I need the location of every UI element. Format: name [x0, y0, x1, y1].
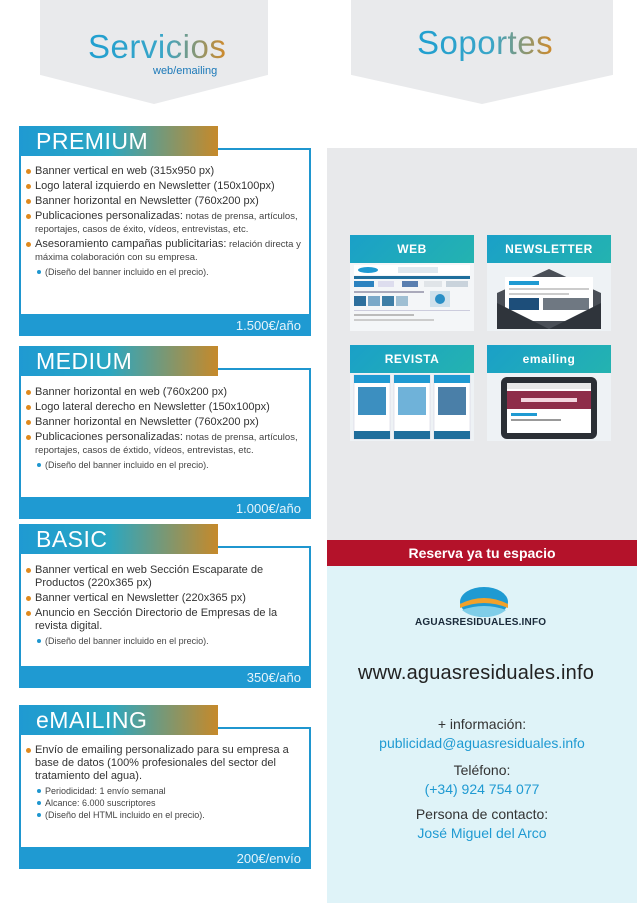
item-text: Logo lateral izquierdo en Newsletter (150x100px)	[35, 180, 275, 192]
package-name: eMAILING	[36, 707, 148, 733]
tablet-emailing-image	[487, 373, 611, 441]
servicios-subtitle: web/emailing	[153, 65, 218, 77]
reserve-banner[interactable]: Reserva ya tu espacio	[327, 540, 637, 566]
newsletter-envelope-image	[487, 263, 611, 331]
phone-label: Teléfono:	[453, 762, 511, 778]
item-text: Banner vertical en web (315x950 px)	[35, 165, 215, 177]
list-item	[25, 401, 305, 414]
item-text: Envío de emailing personalizado para su empresa a base de datos (100% profesionales del sector del tratamiento del agua).	[35, 744, 289, 782]
package-emailing	[19, 705, 311, 870]
servicios-title: Servicios	[88, 28, 227, 65]
contact-person-name: José Miguel del Arco	[417, 825, 547, 841]
tile-label: WEB	[350, 235, 474, 263]
bullet-icon	[26, 420, 31, 425]
website-link[interactable]: www.aguasresiduales.info	[358, 662, 595, 684]
package-name: MEDIUM	[36, 348, 133, 374]
support-tile-newsletter	[487, 235, 611, 331]
list-item	[25, 416, 305, 429]
note-item	[25, 797, 305, 809]
note-item	[25, 635, 305, 647]
item-text: Asesoramiento campañas publicitarias:	[35, 238, 227, 250]
bullet-icon	[26, 748, 31, 753]
support-tile-revista	[350, 345, 474, 441]
package-premium	[19, 126, 311, 336]
item-text: Publicaciones personalizadas:	[35, 210, 183, 222]
note-text: (Diseño del banner incluido en el precio).	[45, 267, 209, 277]
note-text: (Diseño del HTML incluido en el precio).	[45, 810, 205, 820]
item-text: Anuncio en Sección Directorio de Empresas de la revista digital.	[35, 607, 278, 632]
website-screenshot-image	[350, 263, 474, 331]
info-label: + información:	[437, 716, 527, 732]
note-item	[25, 459, 305, 471]
package-body	[25, 744, 305, 821]
note-text: (Diseño del banner incluido en el precio).	[45, 460, 209, 470]
package-price: 1.000€/año	[19, 497, 311, 519]
support-tile-emailing	[487, 345, 611, 441]
package-body	[25, 386, 305, 471]
item-text: Publicaciones personalizadas:	[35, 431, 183, 443]
package-medium	[19, 346, 311, 518]
bullet-icon	[26, 568, 31, 573]
note-text: Periodicidad: 1 envío semanal	[45, 786, 166, 796]
package-price: 200€/envío	[19, 847, 311, 869]
list-item	[25, 386, 305, 399]
item-text: Banner vertical en web Sección Escaparate de Productos (220x365 px)	[35, 564, 264, 589]
support-tile-web	[350, 235, 474, 331]
package-name: PREMIUM	[36, 128, 149, 154]
bullet-icon	[37, 801, 41, 805]
list-item	[25, 744, 305, 783]
list-item	[25, 564, 305, 590]
bullet-icon	[37, 639, 41, 643]
phone-value[interactable]: (+34) 924 754 077	[424, 781, 540, 797]
list-item	[25, 165, 305, 178]
bullet-icon	[26, 390, 31, 395]
magazine-covers-image	[350, 373, 474, 441]
tile-label: REVISTA	[350, 345, 474, 373]
list-item	[25, 195, 305, 208]
bullet-icon	[26, 169, 31, 174]
note-text: Alcance: 6.000 suscriptores	[45, 798, 156, 808]
package-title-bar	[19, 126, 218, 156]
note-item	[25, 809, 305, 821]
package-body	[25, 165, 305, 278]
email-link[interactable]: publicidad@aguasresiduales.info	[379, 735, 585, 751]
list-item	[25, 592, 305, 605]
package-body	[25, 564, 305, 647]
item-detail: notas de prensa, artículos, reportajes, casos de éxtido, vídeos, entrevistas, etc.	[35, 432, 298, 456]
package-title-bar	[19, 524, 218, 554]
soportes-panel	[327, 148, 637, 540]
item-text: Banner horizontal en Newsletter (760x200 px)	[35, 195, 259, 207]
package-basic	[19, 524, 311, 694]
list-item	[25, 607, 305, 633]
bullet-icon	[37, 270, 41, 274]
package-title-bar	[19, 346, 218, 376]
list-item	[25, 431, 305, 457]
bullet-icon	[26, 596, 31, 601]
package-title-bar	[19, 705, 218, 735]
tile-label: NEWSLETTER	[487, 235, 611, 263]
item-text: Banner vertical en Newsletter (220x365 px)	[35, 592, 246, 604]
package-name: BASIC	[36, 526, 108, 552]
logo-icon	[458, 586, 510, 618]
item-text: Banner horizontal en Newsletter (760x200 px)	[35, 416, 259, 428]
item-detail: relación directa y máxima colaboración con su empresa.	[35, 239, 301, 263]
bullet-icon	[26, 199, 31, 204]
bullet-icon	[26, 611, 31, 616]
item-text: Logo lateral derecho en Newsletter (150x100px)	[35, 401, 270, 413]
tile-label: emailing	[487, 345, 611, 373]
list-item	[25, 238, 305, 264]
list-item	[25, 180, 305, 193]
package-price: 1.500€/año	[19, 314, 311, 336]
item-text: Banner horizontal en web (760x200 px)	[35, 386, 228, 398]
bullet-icon	[26, 184, 31, 189]
package-price: 350€/año	[19, 666, 311, 688]
list-item	[25, 210, 305, 236]
bullet-icon	[26, 214, 31, 219]
item-detail: notas de prensa, artículos, reportajes, casos de éxito, vídeos, entrevistas, etc.	[35, 211, 298, 235]
note-item	[25, 785, 305, 797]
bullet-icon	[26, 242, 31, 247]
bullet-icon	[26, 405, 31, 410]
bullet-icon	[37, 789, 41, 793]
logo-text: AGUASRESIDUALES.INFO	[415, 617, 547, 628]
bullet-icon	[37, 813, 41, 817]
note-item	[25, 266, 305, 278]
contact-person-label: Persona de contacto:	[415, 806, 549, 822]
note-text: (Diseño del banner incluido en el precio).	[45, 636, 209, 646]
bullet-icon	[26, 435, 31, 440]
soportes-title: Soportes	[417, 24, 554, 61]
bullet-icon	[37, 463, 41, 467]
